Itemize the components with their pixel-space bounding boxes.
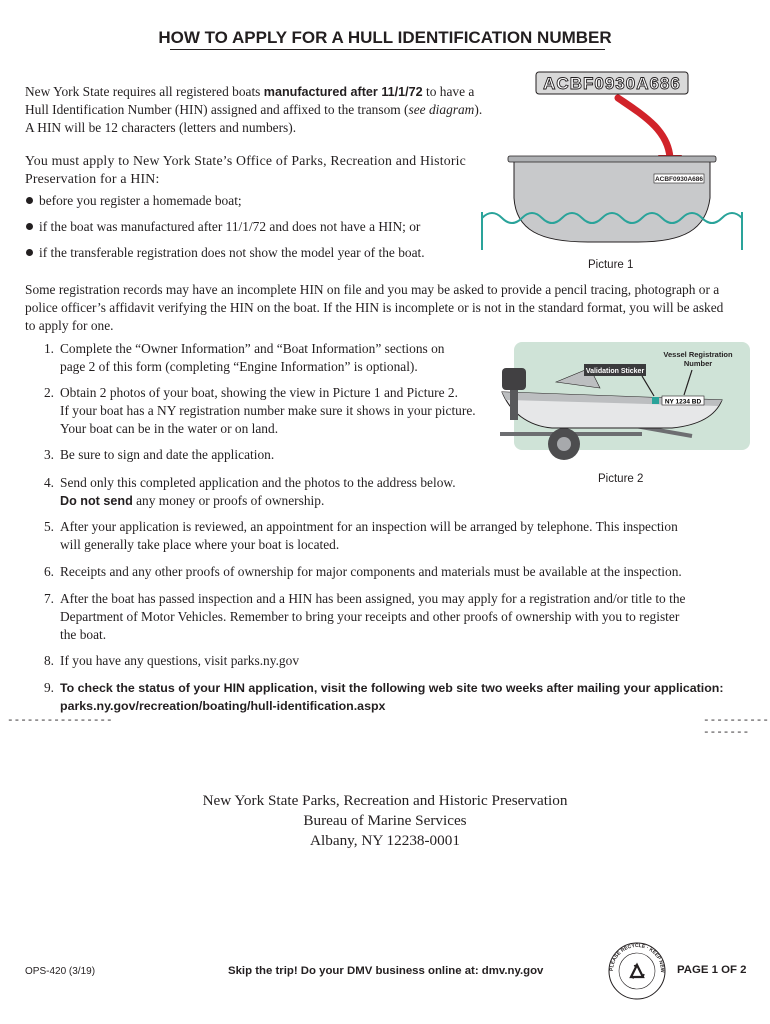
bullet-icon — [26, 197, 33, 204]
address-line-2: Bureau of Marine Services — [303, 812, 467, 829]
list-item: 6. Receipts and any other proofs of ownership for major components and materials must be available at the inspection. — [43, 564, 682, 579]
intro-bold-date: manufactured after 11/1/72 — [263, 85, 423, 99]
intro-text-3: Hull Identification Number (HIN) assigned and affixed to the transom ( — [25, 102, 409, 117]
intro-text-2: to have a — [422, 84, 475, 99]
steps-list — [36, 0, 756, 720]
incomplete-paragraph: Some registration records may have an incomplete HIN on file and you may be asked to provide a pencil tracing, photograph or a police officer’s affidavit verifying the HIN on the boat. If the HIN is incomplete or is not in the standard format, you will be asked to apply for one. — [25, 282, 724, 333]
list-item: 4. Send only this completed application and the photos to the address below. Do not send any money or proofs of ownership. — [43, 475, 456, 508]
footer-tagline: Skip the trip! Do your DMV business online at: dmv.ny.gov — [228, 965, 544, 977]
page-number: PAGE 1 OF 2 — [677, 964, 747, 976]
list-item: 3. Be sure to sign and date the application. — [43, 447, 275, 462]
list-item: before you register a homemade boat; — [26, 192, 425, 218]
list-item: 1. Complete the “Owner Information” and “Boat Information” sections on page 2 of this form (completing “Engine Information” is optional). — [43, 341, 445, 374]
apply-line-2: Preservation for a HIN: — [25, 171, 160, 186]
intro-text-5: A HIN will be 12 characters (letters and numbers). — [25, 120, 297, 135]
list-item: 7. After the boat has passed inspection and a HIN has been assigned, you may apply for a registration and/or title to the Department of Motor Vehicles. Remember to bring your receipts and other proofs of ownership with you to register the boat. — [43, 591, 686, 642]
bullet-icon — [26, 249, 33, 256]
list-item: 9. To check the status of your HIN application, visit the following web site two weeks after mailing your application: parks.ny.gov/recreation/boating/hull-identification.aspx — [43, 680, 724, 713]
cut-line-left: ---------------- — [7, 715, 113, 727]
list-item: 5. After your application is reviewed, an appointment for an inspection will be arranged by telephone. This inspection will generally take place where your boat is located. — [43, 519, 678, 552]
list-item: 2. Obtain 2 photos of your boat, showing the view in Picture 1 and Picture 2. If your boat has a NY registration number make sure it shows in your picture. Your boat can be in the water or on land. — [43, 385, 476, 436]
bullet-icon — [26, 223, 33, 230]
hin-status-instruction: To check the status of your HIN application, visit the following web site two weeks after mailing your application: — [60, 681, 724, 695]
vessel-registration-label-1: Vessel Registration — [663, 350, 733, 359]
page-title: HOW TO APPLY FOR A HULL IDENTIFICATION NUMBER — [158, 28, 612, 47]
vessel-registration-label-2: Number — [683, 359, 713, 368]
intro-text-1: New York State requires all registered boats — [25, 84, 264, 99]
intro-see-diagram: see diagram — [408, 102, 475, 117]
hin-status-url[interactable]: parks.ny.gov/recreation/boating/hull-identification.aspx — [60, 699, 386, 713]
intro-text-4: ). — [474, 102, 483, 117]
address-line-1: New York State Parks, Recreation and Historic Preservation — [202, 792, 568, 809]
recycle-seal — [607, 941, 667, 1001]
picture-1-caption: Picture 1 — [588, 259, 634, 271]
hin-small-label: ACBF0930A686 — [654, 176, 704, 183]
hin-large-label: ACBF0930A686 — [543, 74, 681, 93]
apply-line-1: You must apply to New York State’s Office of Parks, Recreation and Historic — [25, 153, 466, 168]
mailing-address — [0, 791, 770, 851]
list-item: if the transferable registration does not show the model year of the boat. — [26, 244, 425, 270]
registration-plate-label: NY 1234 BD — [664, 398, 702, 406]
cut-line-right: ----------------- — [703, 715, 770, 739]
do-not-send-bold: Do not send — [60, 494, 133, 508]
validation-sticker-label: Validation Sticker — [585, 368, 645, 375]
list-item: if the boat was manufactured after 11/1/72 and does not have a HIN; or — [26, 218, 425, 244]
seal-text: PLEASE RECYCLE · KEEP NEW — [608, 942, 666, 973]
picture-2-caption: Picture 2 — [598, 473, 644, 485]
address-line-3: Albany, NY 12238-0001 — [310, 832, 460, 849]
form-id: OPS-420 (3/19) — [25, 966, 96, 977]
list-item: 8. If you have any questions, visit parks.ny.gov — [43, 653, 300, 668]
